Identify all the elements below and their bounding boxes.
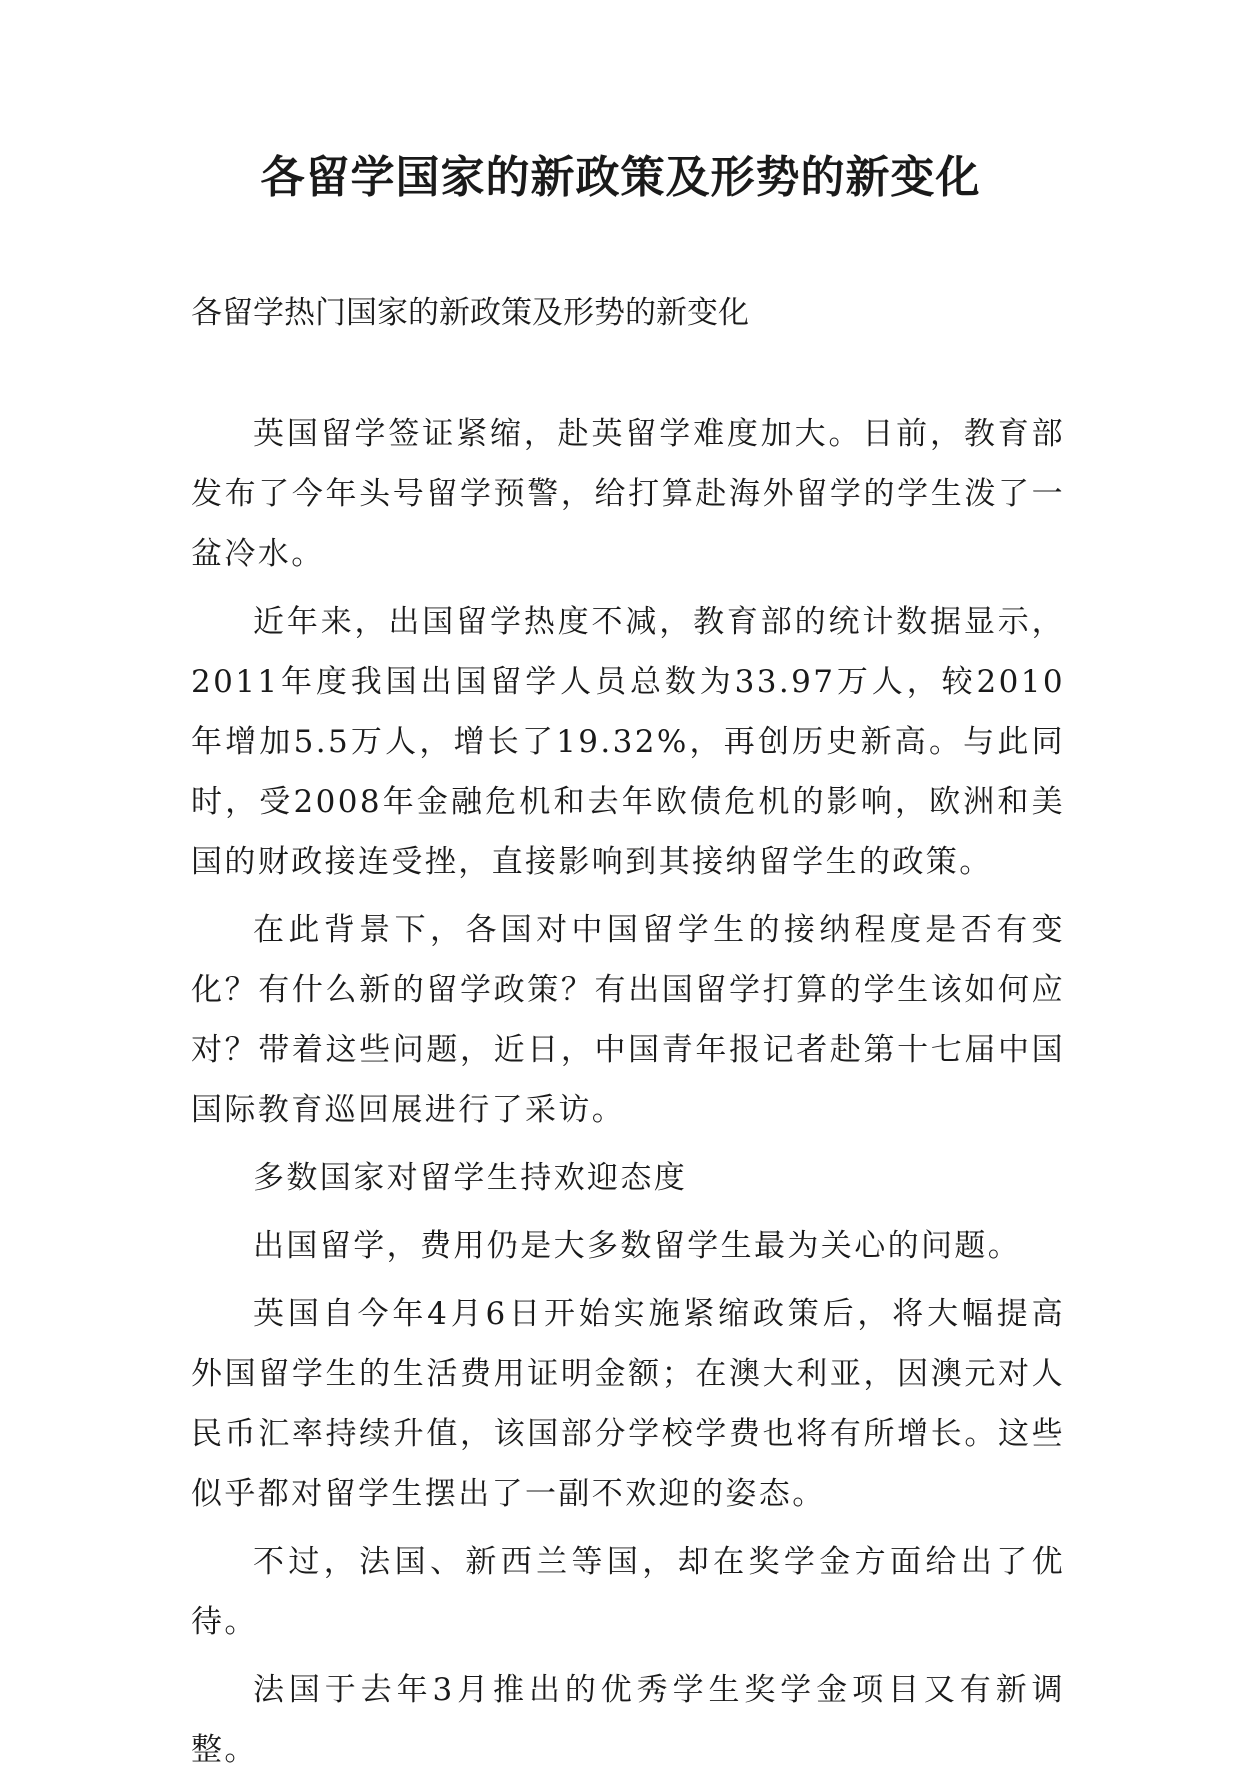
paragraph: 不过，法国、新西兰等国，却在奖学金方面给出了优待。	[191, 1544, 1065, 1640]
document-title: 各留学国家的新政策及形势的新变化	[260, 152, 981, 203]
paragraph: 近年来，出国留学热度不减，教育部的统计数据显示，2011年度我国出国留学人员总数为33.97万人，较2010年增加5.5万人，增长了19.32%，再创历史新高。与此同时，受2008年金融危机和去年欧债危机的影响，欧洲和美国的财政接连受挫，直接影响到其接纳留学生的政策。	[191, 604, 1065, 880]
paragraph: 出国留学，费用仍是大多数留学生最为关心的问题。	[253, 1228, 1022, 1264]
paragraph: 法国于去年3月推出的优秀学生奖学金项目又有新调整。	[191, 1672, 1065, 1768]
paragraph: 在此背景下，各国对中国留学生的接纳程度是否有变化？有什么新的留学政策？有出国留学打算的学生该如何应对？带着这些问题，近日，中国青年报记者赴第十七届中国国际教育巡回展进行了采访。	[191, 912, 1065, 1128]
section-heading: 多数国家对留学生持欢迎态度	[253, 1160, 688, 1196]
document-body	[191, 404, 1065, 1788]
paragraph: 英国自今年4月6日开始实施紧缩政策后，将大幅提高外国留学生的生活费用证明金额；在澳大利亚，因澳元对人民币汇率持续升值，该国部分学校学费也将有所增长。这些似乎都对留学生摆出了一副不欢迎的姿态。	[191, 1296, 1065, 1512]
document-subtitle: 各留学热门国家的新政策及形势的新变化	[191, 295, 749, 331]
paragraph: 英国留学签证紧缩，赴英留学难度加大。日前，教育部发布了今年头号留学预警，给打算赴海外留学的学生泼了一盆冷水。	[191, 416, 1065, 572]
